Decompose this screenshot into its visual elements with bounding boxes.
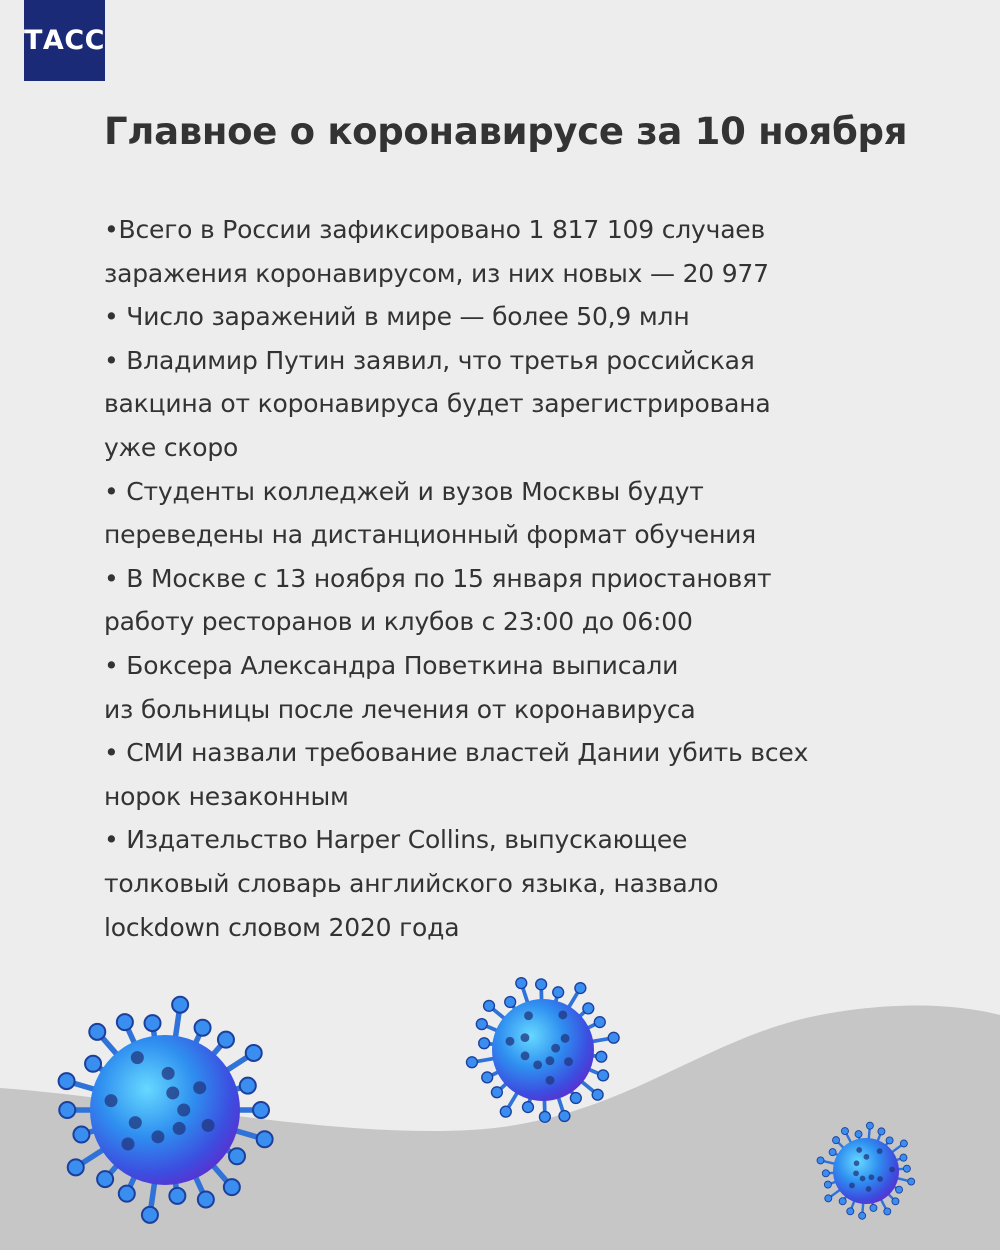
news-item-line: • Издательство Harper Collins, выпускающее [104,825,688,855]
news-item-line: из больницы после лечения от коронавируса [104,694,696,724]
news-item-line: • Студенты колледжей и вузов Москвы будут [104,476,704,506]
news-list [104,208,984,949]
news-item-line: уже скоро [104,432,239,462]
news-item [104,470,984,557]
news-item-line: переведены на дистанционный формат обучения [104,520,757,550]
logo-text: ТАСС [24,25,105,56]
tass-logo [24,0,105,81]
news-item-line: толковый словарь английского языка, назвало [104,868,719,898]
news-item [104,339,984,470]
news-item-line: норок незаконным [104,781,349,811]
news-item-line: •Всего в России зафиксировано 1 817 109 случаев [104,215,766,244]
page-title: Главное о коронавирусе за 10 ноября [104,110,908,153]
news-item [104,208,984,295]
news-item [104,557,984,644]
news-item-line: • Боксера Александра Поветкина выписали [104,650,679,680]
virus-icon [458,965,628,1135]
virus-icon [811,1116,921,1226]
news-item-line: • Число заражений в мире — более 50,9 млн [104,302,690,332]
news-item-line: • В Москве с 13 ноября по 15 января приостановят [104,563,772,593]
news-item-line: вакцина от коронавируса будет зарегистрирована [104,389,771,419]
virus-icon [40,985,290,1235]
news-item [104,818,984,949]
news-item [104,731,984,818]
news-item-line: • СМИ назвали требование властей Дании убить всех [104,738,809,768]
news-item [104,295,984,339]
news-item-line: заражения коронавирусом, из них новых — 20 977 [104,258,769,288]
news-item [104,644,984,731]
news-item-line: lockdown словом 2020 года [104,912,460,942]
news-item-line: • Владимир Путин заявил, что третья российская [104,345,755,375]
news-item-line: работу ресторанов и клубов с 23:00 до 06:00 [104,607,693,637]
